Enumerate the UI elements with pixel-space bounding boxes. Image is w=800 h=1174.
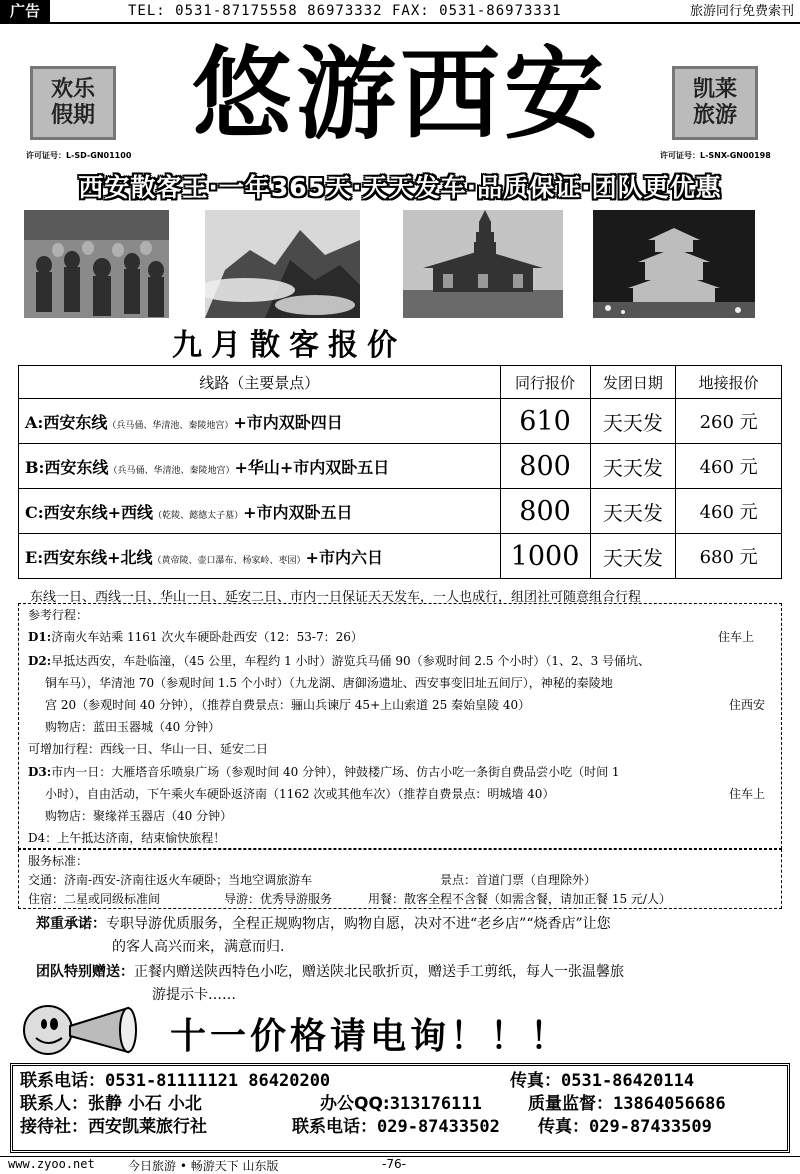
- contact-row1: [20, 1066, 695, 1091]
- fax-group: [510, 1066, 694, 1091]
- header-departure: 发团日期: [590, 366, 676, 399]
- route-cell: [19, 534, 501, 579]
- header-contact: TEL: 0531-87175558 86973332 FAX: 0531-86973331: [128, 3, 562, 19]
- route-detail: （黄帝陵、壶口瀑布、杨家岭、枣园）: [152, 555, 306, 566]
- header-local-price: 地接报价: [676, 366, 782, 399]
- route-cell: [19, 399, 501, 444]
- price-inquiry-cta: 十一价格请电询！！！: [170, 1016, 571, 1057]
- standards-heading: 服务标准：: [28, 854, 89, 868]
- terracotta-warriors-photo: [24, 210, 169, 318]
- fax-number: 0531-86420114: [561, 1071, 695, 1091]
- route-detail: （乾陵、懿德太子墓）: [153, 510, 244, 521]
- day3-line2: 小时），自由活动，下午乘火车硬卧返济南（1162 次或其他车次）（推荐自费景点：明城墙 40）: [45, 787, 555, 801]
- pagoda-temple-photo: [403, 210, 563, 318]
- huashan-mountain-photo: [205, 210, 360, 318]
- header-route: 线路（主要景点）: [19, 366, 501, 399]
- gift-label: 团队特别赠送：: [36, 964, 134, 980]
- departure: 天天发: [590, 444, 676, 489]
- departure: 天天发: [590, 489, 676, 534]
- phone-numbers: 0531-81111121 86420200: [105, 1071, 331, 1091]
- standard-transport: 交通：济南-西安-济南往返火车硬卧；当地空调旅游车: [28, 873, 313, 887]
- megaphone-mascot-icon: [18, 1000, 148, 1058]
- itinerary-heading: 参考行程：: [28, 608, 89, 622]
- route-detail: （兵马俑、华清池、秦陵地宫）: [108, 465, 235, 476]
- route-suffix: +市内双卧四日: [233, 412, 343, 432]
- contact-row2: [20, 1089, 726, 1114]
- brand-right-logo: [672, 66, 758, 140]
- qq-label: 办公QQ:: [320, 1094, 390, 1114]
- agency-fax-group: [538, 1112, 712, 1137]
- brand-right-license: 许可证号：L-SNX-GN00198: [660, 151, 771, 160]
- route-cell: [19, 489, 501, 534]
- day3-line1: 市内一日：大雁塔音乐喷泉广场（参观时间 40 分钟），钟鼓楼广场、仿古小吃一条街自费品尝小吃（时间 1: [51, 765, 620, 779]
- supervision-label: 质量监督：: [528, 1094, 613, 1114]
- local-price: 460 元: [676, 489, 782, 534]
- brand-left-logo: [30, 66, 116, 140]
- qq-group: [320, 1089, 482, 1114]
- route-prefix: E:西安东线+北线: [25, 547, 153, 567]
- table-header-row: [19, 366, 782, 399]
- promise-label: 郑重承诺：: [36, 916, 106, 932]
- contacts-names: 张静 小石 小北: [88, 1094, 202, 1114]
- brand-left-name: 欢乐假期: [50, 77, 95, 128]
- agency-fax: 029-87433509: [589, 1117, 712, 1137]
- agency-name: 西安凯莱旅行社: [88, 1117, 207, 1137]
- day2-stay: 住西安: [728, 698, 765, 712]
- itinerary-day2: [28, 651, 770, 671]
- table-row: [19, 534, 782, 579]
- route-prefix: B:西安东线: [25, 457, 109, 477]
- local-price: 680 元: [676, 534, 782, 579]
- day1-stay: 住车上: [717, 630, 754, 644]
- route-suffix: +市内六日: [305, 547, 383, 567]
- promise-line1: 专职导游优质服务，全程正规购物店，购物自愿，决对不进“老乡店”“烧香店”让您: [106, 916, 611, 932]
- route-prefix: A:西安东线: [25, 412, 108, 432]
- standard-sights: 景点：首道门票（自理除外）: [440, 873, 597, 887]
- promise: [36, 912, 611, 936]
- gift: [36, 960, 624, 984]
- agency-label: 接待社：: [20, 1117, 88, 1137]
- day2-line3-row: [45, 695, 765, 715]
- top-bar: [0, 0, 800, 24]
- price-table: [18, 365, 782, 579]
- route-prefix: C:西安东线+西线: [25, 502, 154, 522]
- header-trade-price: 同行报价: [500, 366, 590, 399]
- departure: 天天发: [590, 399, 676, 444]
- day2-label: D2:: [28, 654, 52, 668]
- table-row: [19, 399, 782, 444]
- month-price-title: 九月散客报价: [172, 328, 406, 363]
- table-row: [19, 444, 782, 489]
- day1-text: 济南火车站乘 1161 次火车硬卧赴西安（12：53-7：26）: [51, 630, 363, 644]
- route-suffix: +华山+市内双卧五日: [234, 457, 390, 477]
- supervision-group: [528, 1089, 726, 1114]
- day3-label: D3:: [28, 765, 52, 779]
- local-price: 460 元: [676, 444, 782, 489]
- day1-label: D1:: [28, 630, 52, 644]
- day2-line2: 铜车马），华清池 70（参观时间 1.5 个小时）（九龙湖、唐御汤遗址、西安事变旧址五间厅），神秘的秦陵地: [45, 676, 613, 690]
- ad-label: 广告: [0, 0, 50, 22]
- page-title: 悠游西安: [192, 35, 608, 153]
- route-suffix: +市内双卧五日: [243, 502, 353, 522]
- supervision-number: 13864056686: [613, 1094, 726, 1114]
- day2-line1: 早抵达西安，车赴临潼，（45 公里，车程约 1 小时）游览兵马俑 90（参观时间 2.5 个小时）（1、2、3 号俑坑、: [51, 654, 651, 668]
- itinerary-day3: [28, 762, 770, 782]
- extra-itinerary: 可增加行程：西线一日、华山一日、延安二日: [28, 742, 269, 756]
- table-row: [19, 489, 782, 534]
- standards-row1: [28, 870, 770, 890]
- page-number: -76-: [382, 1157, 406, 1171]
- agency-phone: 029-87433502: [377, 1117, 500, 1137]
- departure: 天天发: [590, 534, 676, 579]
- local-price: 260 元: [676, 399, 782, 444]
- page-footer: [0, 1156, 800, 1173]
- publication-name: 旅游同行免费索刊: [689, 4, 794, 19]
- publication-tagline: 今日旅游 • 畅游天下 山东版: [128, 1159, 279, 1173]
- route-detail: （兵马俑、华清池、秦陵地宫）: [107, 420, 234, 431]
- slogan: 西安散客王·一年365天·天天发车·品质保证·团队更优惠: [78, 173, 722, 202]
- agency-phone-label: 联系电话：: [292, 1117, 377, 1137]
- itinerary-day1: [28, 627, 770, 647]
- standard-guide: 导游：优秀导游服务: [224, 892, 333, 906]
- trade-price: 800: [500, 489, 590, 534]
- contacts-label: 联系人：: [20, 1094, 88, 1114]
- trade-price: 800: [500, 444, 590, 489]
- phone-label: 联系电话：: [20, 1071, 105, 1091]
- trade-price: 1000: [500, 534, 590, 579]
- day3-stay: 住车上: [728, 787, 765, 801]
- qq-number: 313176111: [389, 1094, 482, 1114]
- gift-line1: 正餐内赠送陕西特色小吃，赠送陕北民歌折页，赠送手工剪纸，每人一张温馨旅: [134, 964, 624, 980]
- contact-row3: [20, 1112, 712, 1137]
- day2-line3: 宫 20（参观时间 40 分钟），（推荐自费景点：骊山兵谏厅 45+上山索道 25 秦始皇陵 40）: [45, 698, 531, 712]
- bell-tower-night-photo: [593, 210, 755, 318]
- standard-meals: 用餐：散客全程不含餐（如需含餐，请加正餐 15 元/人）: [368, 892, 671, 906]
- itinerary-day4: D4：上午抵达济南，结束愉快旅程！: [28, 831, 226, 845]
- schedule-note: 东线一日、西线一日、华山一日、延安二日、市内一日保证天天发车，一人也成行，组团社可随意组合行程: [30, 590, 642, 605]
- gift-line2: 游提示卡……: [152, 987, 236, 1003]
- route-cell: [19, 444, 501, 489]
- brand-right-name: 凯莱旅游: [692, 77, 737, 128]
- standards-row2: [28, 889, 770, 909]
- day2-shop: 购物店：蓝田玉器城（40 分钟）: [45, 720, 221, 734]
- trade-price: 610: [500, 399, 590, 444]
- standard-lodging: 住宿：二星或同级标准间: [28, 892, 161, 906]
- brand-left-license: 许可证号：L-SD-GN01100: [26, 151, 132, 160]
- promise-line2: 的客人高兴而来，满意而归.: [112, 939, 285, 955]
- day3-line2-row: [45, 784, 765, 804]
- fax-label: 传真：: [510, 1071, 561, 1091]
- day3-shop: 购物店：聚缘祥玉器店（40 分钟）: [45, 809, 233, 823]
- website: www.zyoo.net: [8, 1157, 95, 1171]
- agency-fax-label: 传真：: [538, 1117, 589, 1137]
- agency-phone-group: [292, 1112, 500, 1137]
